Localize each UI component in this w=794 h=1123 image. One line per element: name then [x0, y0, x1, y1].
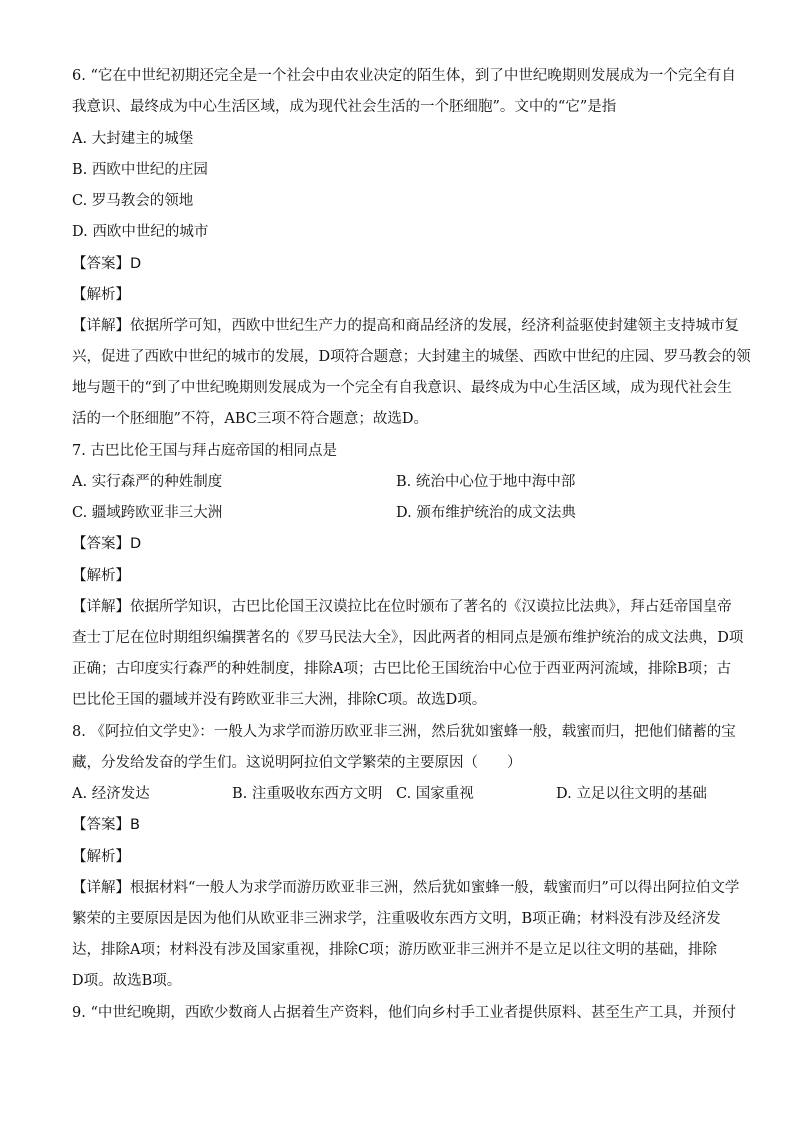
q8-option-a: A. 经济发达: [72, 786, 150, 802]
q6-option-d: D. 西欧中世纪的城市: [72, 224, 209, 240]
q7-detail-line-2: 查士丁尼在位时期组织编撰著名的《罗马民法大全》，因此两者的相同点是颁布维护统治的成文法典，D项: [72, 630, 744, 646]
q7-option-d: D. 颁布维护统治的成文法典: [396, 505, 576, 521]
q7-detail-line-1: 【详解】依据所学知识，古巴比伦国王汉谟拉比在位时颁布了著名的《汉谟拉比法典》，拜占廷帝国皇帝: [72, 599, 732, 615]
q8-option-b: B. 注重吸收东西方文明: [232, 786, 383, 802]
q6-option-c: C. 罗马教会的领地: [72, 193, 194, 209]
q6-analysis-heading: 【解析】: [72, 287, 130, 303]
q8-detail-line-4: D项。故选B项。: [72, 973, 182, 989]
q7-detail-line-4: 巴比伦王国的疆域并没有跨欧亚非三大洲，排除C项。故选D项。: [72, 692, 487, 708]
q8-option-d: D. 立足以往文明的基础: [556, 786, 707, 802]
q8-detail-line-1: 【详解】根据材料“一般人为求学而游历欧亚非三洲，然后犹如蜜蜂一般，载蜜而归”可以得出阿拉伯文学: [72, 880, 740, 896]
q6-option-a: A. 大封建主的城堡: [72, 131, 194, 147]
q6-answer: 【答案】D: [72, 256, 142, 272]
q6-detail-line-1: 【详解】依据所学可知，西欧中世纪生产力的提高和商品经济的发展，经济利益驱使封建领主支持城市复: [72, 318, 739, 334]
q7-stem: 7. 古巴比伦王国与拜占庭帝国的相同点是: [72, 443, 337, 459]
q7-analysis-heading: 【解析】: [72, 568, 130, 584]
q6-detail-line-2: 兴，促进了西欧中世纪的城市的发展，D项符合题意；大封建主的城堡、西欧中世纪的庄园、罗马教会的领: [72, 349, 751, 365]
q7-option-c: C. 疆域跨欧亚非三大洲: [72, 505, 223, 521]
q8-answer: 【答案】B: [72, 817, 140, 833]
q8-stem-line-2: 藏，分发给发奋的学生们。这说明阿拉伯文学繁荣的主要原因（ ）: [72, 755, 522, 771]
q8-option-c: C. 国家重视: [396, 786, 474, 802]
q7-detail-line-3: 正确；古印度实行森严的种姓制度，排除A项；古巴比伦王国统治中心位于西亚两河流域，排除B项；古: [72, 661, 732, 677]
q8-detail-line-2: 繁荣的主要原因是因为他们从欧亚非三洲求学，注重吸收东西方文明，B项正确；材料没有涉及经济发: [72, 911, 721, 927]
q6-detail-line-3: 地与题干的“到了中世纪晚期则发展成为一个完全有自我意识、最终成为中心生活区域，成为现代社会生: [72, 380, 732, 396]
q7-option-b: B. 统治中心位于地中海中部: [396, 474, 576, 490]
q9-stem-line-1: 9. “中世纪晚期，西欧少数商人占据着生产资料，他们向乡村手工业者提供原料、甚至生产工具，并预付: [72, 1005, 736, 1021]
q8-detail-line-3: 达，排除A项；材料没有涉及国家重视，排除C项；游历欧亚非三洲并不是立足以往文明的基础，排除: [72, 942, 718, 958]
q7-option-a: A. 实行森严的种姓制度: [72, 474, 223, 490]
q6-stem-line-1: 6. “它在中世纪初期还完全是一个社会中由农业决定的陌生体，到了中世纪晚期则发展成为一个完全有自: [72, 68, 736, 84]
q6-option-b: B. 西欧中世纪的庄园: [72, 162, 208, 178]
q6-detail-line-4: 活的一个胚细胞”不符，ABC三项不符合题意；故选D。: [72, 411, 429, 427]
q6-stem-line-2: 我意识、最终成为中心生活区域，成为现代社会生活的一个胚细胞”。文中的“它”是指: [72, 99, 617, 115]
q8-stem-line-1: 8. 《阿拉伯文学史》：一般人为求学而游历欧亚非三洲，然后犹如蜜蜂一般，载蜜而归，把他们储蓄的宝: [72, 724, 736, 740]
q8-analysis-heading: 【解析】: [72, 849, 130, 865]
q7-answer: 【答案】D: [72, 536, 142, 552]
